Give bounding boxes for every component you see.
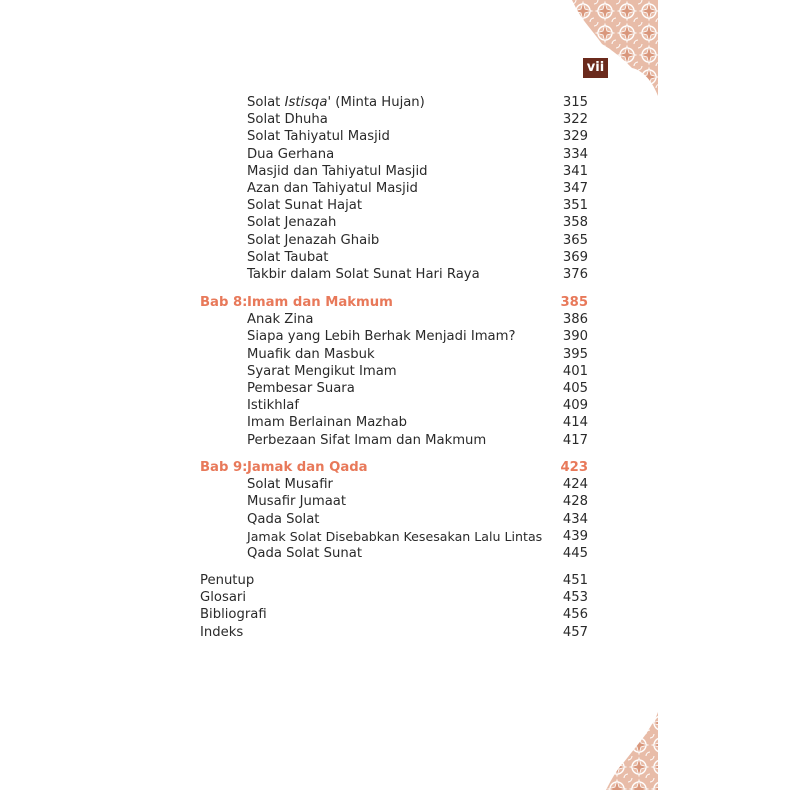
toc-entry[interactable] xyxy=(200,197,588,214)
toc-entry-page: 315 xyxy=(562,95,588,110)
toc-entry-page: 369 xyxy=(562,249,588,265)
toc-entry[interactable] xyxy=(200,528,588,545)
toc-entry[interactable] xyxy=(200,476,588,493)
chapter-label: Bab 8: xyxy=(200,295,248,310)
toc-entry-title: Anak Zina xyxy=(247,312,314,328)
toc-entry-page: 456 xyxy=(562,607,588,623)
toc-entry-page: 401 xyxy=(562,363,588,379)
toc-entry-page: 434 xyxy=(562,511,588,527)
toc-entry-page: 386 xyxy=(562,312,588,328)
toc-chapter-9 xyxy=(200,459,588,562)
toc-entry-title: Perbezaan Sifat Imam dan Makmum xyxy=(247,432,487,448)
toc-entry-page: 457 xyxy=(562,624,588,640)
page-number-badge: vii xyxy=(583,58,608,78)
toc-entry-title: Muafik dan Masbuk xyxy=(247,346,375,362)
toc-entry-title: Penutup xyxy=(200,573,255,588)
toc-entry-page: 347 xyxy=(562,180,588,196)
toc-entry-page: 376 xyxy=(562,266,588,282)
toc-entry-title: Solat Musafir xyxy=(247,477,333,493)
toc-entry[interactable] xyxy=(200,214,588,231)
toc-entry-page: 417 xyxy=(562,432,588,448)
toc-entry[interactable] xyxy=(200,493,588,510)
toc-entry-title: Qada Solat xyxy=(247,511,320,527)
toc-entry-page: 322 xyxy=(562,112,588,128)
toc-entry-page: 329 xyxy=(562,129,588,145)
toc-entry[interactable] xyxy=(200,432,588,449)
toc-entry-title: Solat Tahiyatul Masjid xyxy=(247,129,390,145)
toc-entry[interactable] xyxy=(200,311,588,328)
toc-entry[interactable] xyxy=(200,249,588,266)
toc-entry-title: Indeks xyxy=(200,624,244,640)
toc-entry[interactable] xyxy=(200,511,588,528)
toc-entry[interactable] xyxy=(200,94,588,111)
toc-entry-title: Solat Jenazah Ghaib xyxy=(247,232,380,248)
toc-chapter-8 xyxy=(200,294,588,449)
toc-entry-page: 424 xyxy=(562,477,588,493)
chapter-label: Bab 9: xyxy=(200,460,248,475)
toc-entry-page: 414 xyxy=(562,415,588,431)
toc-section-prayers xyxy=(200,94,588,283)
toc-entry-page: 451 xyxy=(562,573,588,588)
toc-entry[interactable] xyxy=(200,180,588,197)
toc-entry-title: Pembesar Suara xyxy=(247,380,355,396)
toc-entry-page: 445 xyxy=(562,545,588,561)
toc-entry-title: Musafir Jumaat xyxy=(247,494,347,510)
toc-entry-title: Solat Taubat xyxy=(247,249,329,265)
toc-entry-title: Masjid dan Tahiyatul Masjid xyxy=(247,163,428,179)
toc-entry-page: 390 xyxy=(562,329,588,345)
toc-entry-title: Solat Jenazah xyxy=(247,215,337,231)
toc-entry-title: Solat Dhuha xyxy=(247,112,328,128)
toc-entry-title: Siapa yang Lebih Berhak Menjadi Imam? xyxy=(247,329,516,345)
toc-entry[interactable] xyxy=(200,545,588,562)
chapter-title: Jamak dan Qada xyxy=(247,460,368,475)
toc-entry-title: Imam Berlainan Mazhab xyxy=(247,415,408,431)
toc-entry-page: 365 xyxy=(562,232,588,248)
toc-entry[interactable] xyxy=(200,232,588,249)
toc-entry-title: Bibliografi xyxy=(200,607,267,623)
toc-entry-page: 439 xyxy=(562,528,588,544)
toc-entry[interactable] xyxy=(200,414,588,431)
chapter-heading[interactable] xyxy=(200,459,588,476)
toc-entry-title: Dua Gerhana xyxy=(247,146,335,162)
toc-entry-page: 351 xyxy=(562,198,588,214)
toc-entry-title: Solat Sunat Hajat xyxy=(247,198,362,214)
toc-entry[interactable] xyxy=(200,111,588,128)
toc-entry[interactable] xyxy=(200,128,588,145)
toc-entry[interactable] xyxy=(200,589,588,606)
chapter-heading[interactable] xyxy=(200,294,588,311)
toc-entry[interactable] xyxy=(200,363,588,380)
toc-entry-title: Solat Istisqa' (Minta Hujan) xyxy=(247,95,425,110)
toc-entry-title: Takbir dalam Solat Sunat Hari Raya xyxy=(247,266,480,282)
toc-entry-title: Syarat Mengikut Imam xyxy=(247,363,397,379)
toc-entry[interactable] xyxy=(200,146,588,163)
toc-entry-page: 341 xyxy=(562,163,588,179)
toc-back-matter xyxy=(200,572,588,641)
chapter-page: 423 xyxy=(560,460,588,475)
toc-entry[interactable] xyxy=(200,163,588,180)
toc-entry[interactable] xyxy=(200,380,588,397)
toc-entry-page: 453 xyxy=(562,590,588,606)
toc-entry-page: 405 xyxy=(562,380,588,396)
toc-entry[interactable] xyxy=(200,624,588,641)
toc-entry-page: 409 xyxy=(562,398,588,414)
toc-entry-title: Qada Solat Sunat xyxy=(247,545,362,561)
toc-entry-title: Jamak Solat Disebabkan Kesesakan Lalu Lintas xyxy=(247,528,543,544)
toc-entry[interactable] xyxy=(200,346,588,363)
toc-entry-title: Istikhlaf xyxy=(247,398,299,414)
toc-entry[interactable] xyxy=(200,266,588,283)
toc-entry-page: 395 xyxy=(562,346,588,362)
toc-entry[interactable] xyxy=(200,328,588,345)
toc-entry-page: 428 xyxy=(562,494,588,510)
toc-entry-page: 334 xyxy=(562,146,588,162)
ornament-bottom-right-icon xyxy=(606,712,662,790)
toc-entry-page: 358 xyxy=(562,215,588,231)
toc-entry[interactable] xyxy=(200,572,588,589)
toc-entry-title: Azan dan Tahiyatul Masjid xyxy=(247,180,418,196)
toc-entry-title: Glosari xyxy=(200,590,246,606)
toc-entry[interactable] xyxy=(200,606,588,623)
toc-entry[interactable] xyxy=(200,397,588,414)
chapter-page: 385 xyxy=(560,295,588,310)
chapter-title: Imam dan Makmum xyxy=(247,295,393,310)
ornament-top-right-icon xyxy=(572,0,662,96)
